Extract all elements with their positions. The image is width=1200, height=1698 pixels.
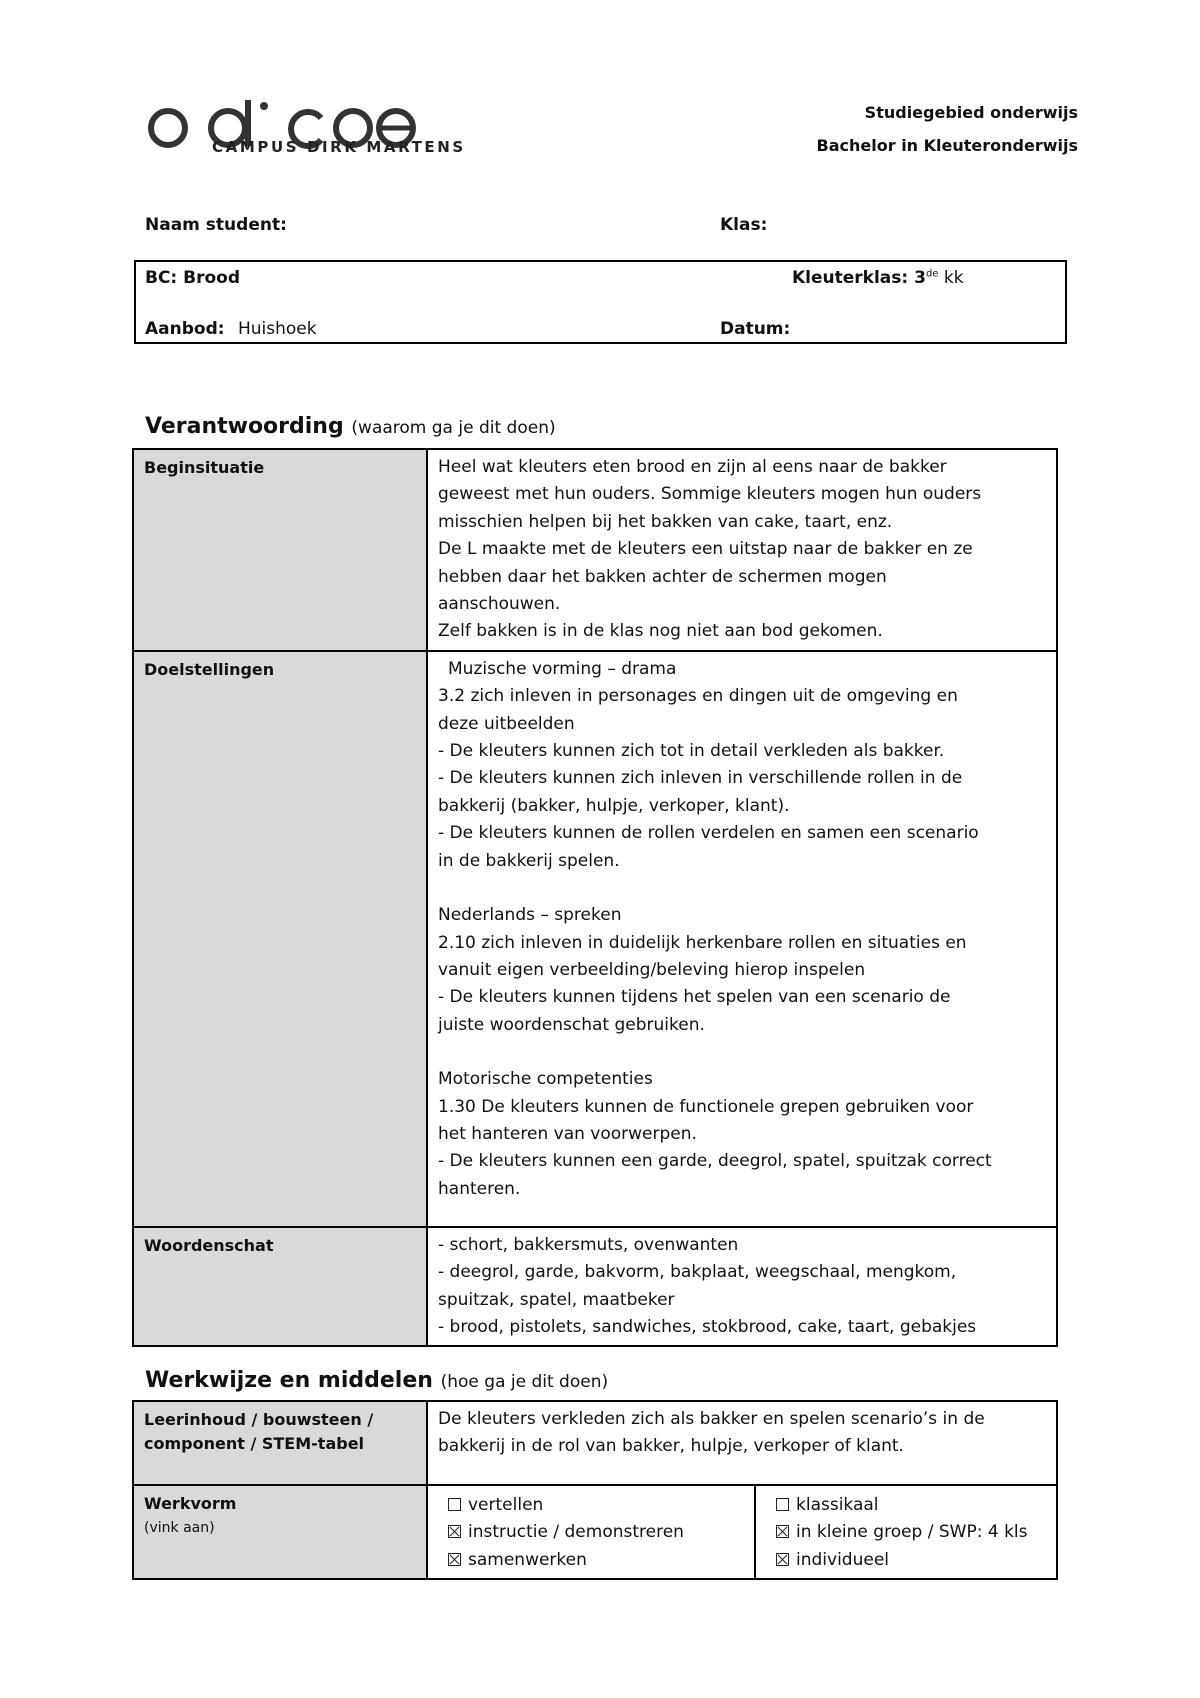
verantwoording-title: Verantwoording	[145, 414, 344, 439]
text-line: - brood, pistolets, sandwiches, stokbrood, cake, taart, gebakjes	[438, 1317, 977, 1338]
table-row	[133, 1401, 1057, 1485]
text-line: deze uitbeelden	[438, 713, 575, 734]
text-line: bakkerij in de rol van bakker, hulpje, verkoper of klant.	[438, 1436, 904, 1457]
werkvorm-label-cell	[133, 1485, 427, 1579]
text-line: Motorische competenties	[438, 1069, 653, 1090]
option-samenwerken[interactable]	[448, 1547, 744, 1574]
leerinhoud-label-line: component / STEM-tabel	[144, 1434, 365, 1453]
table-row	[133, 1227, 1057, 1347]
text-line: De kleuters verkleden zich als bakker en spelen scenario’s in de	[438, 1409, 985, 1429]
text-line: hanteren.	[438, 1178, 521, 1199]
section-verantwoording	[145, 414, 556, 439]
leerinhoud-cell	[427, 1401, 1057, 1485]
spacer	[438, 875, 1046, 902]
kleuterklas-label: Kleuterklas: 3	[792, 268, 926, 288]
option-instructie[interactable]	[448, 1519, 744, 1546]
option-label: klassikaal	[796, 1495, 879, 1515]
bc-label: BC: Brood	[145, 268, 241, 288]
text-line: Nederlands – spreken	[438, 905, 622, 926]
text-line: 2.10 zich inleven in duidelijk herkenbare rollen en situaties en	[438, 932, 967, 953]
header-program: Bachelor in Kleuteronderwijs	[816, 136, 1078, 155]
text-line: - De kleuters kunnen zich tot in detail verkleden als bakker.	[438, 741, 945, 762]
verantwoording-table	[132, 448, 1058, 1347]
werkvorm-options-left	[427, 1485, 755, 1579]
aanbod-field	[145, 319, 317, 339]
checkbox-checked-icon[interactable]	[776, 1553, 789, 1566]
woord-cell	[427, 1227, 1057, 1347]
begin-label: Beginsituatie	[133, 449, 427, 651]
werkwijze-title: Werkwijze en middelen	[145, 1368, 433, 1393]
doel-label: Doelstellingen	[133, 651, 427, 1227]
text-line: geweest met hun ouders. Sommige kleuters mogen hun ouders	[438, 484, 982, 505]
werkwijze-subtitle: (hoe ga je dit doen)	[440, 1372, 609, 1392]
woord-label: Woordenschat	[133, 1227, 427, 1347]
option-individueel[interactable]	[776, 1547, 1046, 1574]
text-line: 3.2 zich inleven in personages en dingen uit de omgeving en	[438, 686, 958, 707]
table-row	[133, 1485, 1057, 1579]
checkbox-icon[interactable]	[448, 1498, 461, 1511]
text-line: aanschouwen.	[438, 594, 561, 615]
werkwijze-table	[132, 1400, 1058, 1580]
begin-cell	[427, 449, 1057, 651]
student-name-label: Naam student:	[145, 215, 287, 235]
text-line: misschien helpen bij het bakken van cake, taart, enz.	[438, 511, 893, 532]
text-line: spuitzak, spatel, maatbeker	[438, 1289, 675, 1310]
table-row	[133, 449, 1057, 651]
aanbod-value: Huishoek	[237, 319, 317, 339]
text-line: juiste woordenschat gebruiken.	[438, 1014, 705, 1035]
option-vertellen[interactable]	[448, 1492, 744, 1519]
text-line: De L maakte met de kleuters een uitstap naar de bakker en ze	[438, 539, 973, 560]
text-line: in de bakkerij spelen.	[438, 850, 620, 871]
header-study-area: Studiegebied onderwijs	[864, 103, 1078, 122]
text-line: - deegrol, garde, bakvorm, bakplaat, weegschaal, mengkom,	[438, 1262, 957, 1283]
aanbod-label: Aanbod:	[145, 319, 225, 339]
checkbox-checked-icon[interactable]	[448, 1553, 461, 1566]
option-label: individueel	[796, 1549, 890, 1570]
section-werkwijze	[145, 1368, 608, 1393]
doel-heading: Muzische vorming – drama	[448, 658, 677, 679]
kleuterklas-unit: kk	[938, 268, 964, 288]
spacer	[438, 1039, 1046, 1066]
option-klassikaal[interactable]	[776, 1492, 1046, 1519]
table-row	[133, 651, 1057, 1227]
option-label: instructie / demonstreren	[468, 1522, 684, 1543]
leerinhoud-label-line: Leerinhoud / bouwsteen /	[144, 1410, 374, 1429]
text-line: - De kleuters kunnen tijdens het spelen van een scenario de	[438, 987, 951, 1008]
class-label: Klas:	[720, 215, 768, 235]
checkbox-checked-icon[interactable]	[448, 1525, 461, 1538]
werkvorm-hint: (vink aan)	[144, 1520, 215, 1536]
text-line: het hanteren van voorwerpen.	[438, 1123, 697, 1144]
text-line: - schort, bakkersmuts, ovenwanten	[438, 1234, 739, 1255]
text-line: bakkerij (bakker, hulpje, verkoper, klant).	[438, 795, 790, 816]
text-line: - De kleuters kunnen een garde, deegrol, spatel, spuitzak correct	[438, 1151, 992, 1172]
datum-label: Datum:	[720, 319, 791, 339]
checkbox-icon[interactable]	[776, 1498, 789, 1511]
option-label: vertellen	[468, 1495, 544, 1515]
option-label: in kleine groep / SWP: 4 kls	[796, 1522, 1028, 1543]
option-label: samenwerken	[468, 1549, 587, 1570]
werkvorm-label: Werkvorm	[144, 1494, 237, 1513]
text-line: hebben daar het bakken achter de schermen mogen	[438, 566, 887, 587]
kleuterklas-sup: de	[925, 268, 939, 280]
verantwoording-subtitle: (waarom ga je dit doen)	[351, 418, 556, 438]
text-line: - De kleuters kunnen zich inleven in verschillende rollen in de	[438, 768, 963, 789]
doel-cell	[427, 651, 1057, 1227]
checkbox-checked-icon[interactable]	[776, 1525, 789, 1538]
logo-subtitle: CAMPUS DIRK MARTENS	[212, 138, 466, 156]
text-line: Heel wat kleuters eten brood en zijn al eens naar de bakker	[438, 457, 947, 477]
option-kleine-groep[interactable]	[776, 1519, 1046, 1546]
text-line: - De kleuters kunnen de rollen verdelen en samen een scenario	[438, 823, 979, 844]
kleuterklas-field	[792, 268, 964, 288]
text-line: vanuit eigen verbeelding/beleving hierop inspelen	[438, 959, 866, 980]
leerinhoud-label	[133, 1401, 427, 1485]
werkvorm-options-right	[755, 1485, 1057, 1579]
text-line: Zelf bakken is in de klas nog niet aan bod gekomen.	[438, 621, 883, 642]
text-line: 1.30 De kleuters kunnen de functionele grepen gebruiken voor	[438, 1096, 974, 1117]
